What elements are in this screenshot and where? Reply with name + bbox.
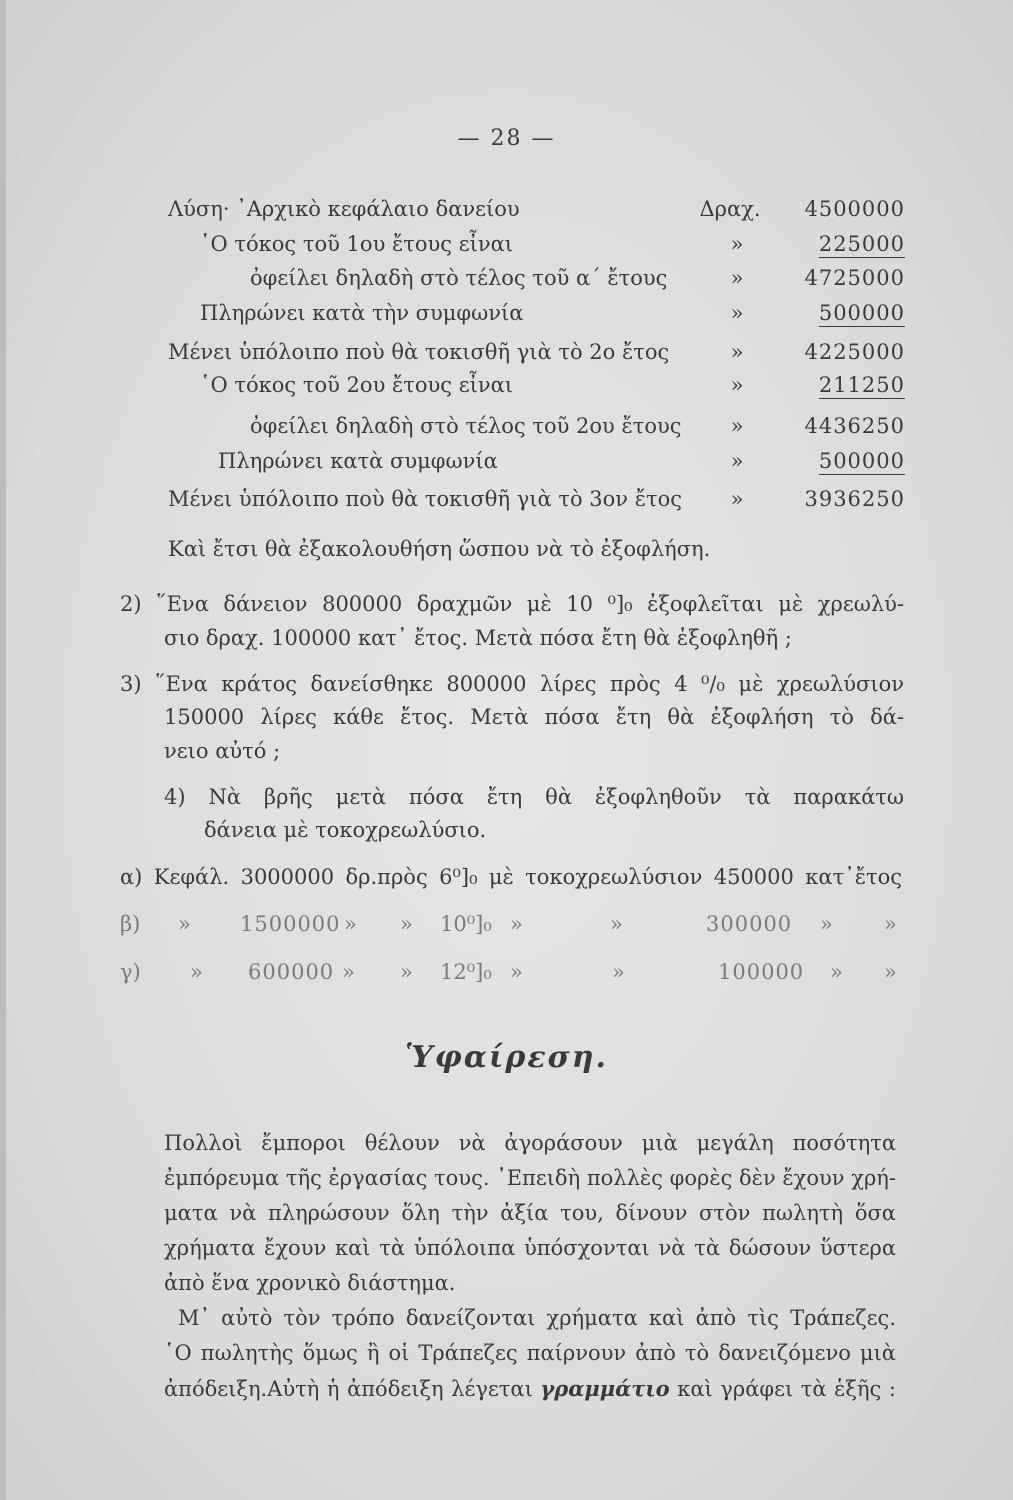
problem-3-line-2: 150000 λίρες κάθε ἔτος. Μετὰ πόσα ἔτη θὰ ἐξοφλήση τὸ δά- — [164, 705, 904, 729]
loan-rate: 12⁰]₀ — [440, 960, 492, 984]
loan-a: α) Κεφάλ. 3000000 δρ.πρὸς 6⁰]₀ μὲ τοκοχρεωλύσιον 450000 κατ᾽ἔτος — [120, 865, 902, 889]
solution-row — [0, 232, 1013, 266]
loan-b — [0, 912, 1013, 946]
paragraph-line: Πολλοὶ ἔμποροι θέλουν νὰ ἀγοράσουν μιὰ μεγάλη ποσότητα — [164, 1131, 896, 1155]
ditto-mark: » — [344, 912, 357, 936]
ditto-mark: » — [400, 912, 413, 936]
row-amount: 225000 — [818, 232, 905, 256]
solution-row — [0, 487, 1013, 521]
row-label: Μένει ὑπόλοιπο ποὺ θὰ τοκισθῆ γιὰ τὸ 3ον ἔτος — [168, 487, 683, 511]
row-marker: Δραχ. — [699, 197, 761, 221]
solution-row — [0, 266, 1013, 300]
loan-capital: 1500000 — [240, 912, 341, 936]
section-heading: Ὑφαίρεση. — [405, 1040, 608, 1075]
ditto-mark: » — [884, 960, 897, 984]
loan-annuity: 100000 — [718, 960, 805, 984]
row-marker: » — [730, 414, 744, 438]
row-marker: » — [730, 487, 744, 511]
loan-rate: 10⁰]₀ — [440, 912, 492, 936]
row-amount: 500000 — [818, 449, 905, 473]
row-amount: 4500000 — [804, 197, 905, 221]
problem-3-line-3: νειο αὐτό ; — [164, 739, 281, 763]
paragraph-line: χρήματα ἔχουν καὶ τὰ ὑπόλοιπα ὑπόσχονται νὰ τὰ δώσουν ὕστερα — [164, 1236, 896, 1260]
ditto-mark: » — [342, 960, 355, 984]
row-amount: 211250 — [818, 373, 905, 397]
ditto-mark: » — [400, 960, 413, 984]
page-number: — 28 — — [457, 126, 556, 151]
loan-label: β) — [120, 912, 141, 936]
solution-row — [0, 340, 1013, 374]
paragraph-line: ῾Ο πωλητὴς ὅμως ἢ οἱ Τράπεζες παίρνουν ἀπὸ τὸ δανειζόμενο μιὰ — [164, 1341, 896, 1365]
problem-2-line-1: 2) ῞Ενα δάνειον 800000 δραχμῶν μὲ 10 ⁰]₀ ἐξοφλεῖται μὲ χρεωλύ- — [120, 592, 904, 616]
ditto-mark: » — [510, 960, 523, 984]
emphasized-term: γραμμάτιο — [540, 1376, 670, 1401]
row-amount: 3936250 — [804, 487, 905, 511]
ditto-mark: » — [610, 912, 623, 936]
ditto-mark: » — [190, 960, 203, 984]
body-paragraph-2 — [164, 1301, 896, 1407]
problem-4-line-2: δάνεια μὲ τοκοχρεωλύσιο. — [204, 818, 487, 842]
row-label: Πληρώνει κατὰ τὴν συμφωνία — [200, 301, 524, 325]
row-marker: » — [730, 373, 744, 397]
row-amount: 4225000 — [804, 340, 905, 364]
problem-2-line-2: σιο δραχ. 100000 κατ᾽ ἔτος. Μετὰ πόσα ἔτη θὰ ἐξοφληθῆ ; — [164, 626, 792, 650]
paragraph-line: ματα νὰ πληρώσουν ὅλη τὴν ἀξία του, δίνουν στὸν πωλητὴ ὅσα — [164, 1201, 896, 1225]
problem-4-line-1: 4) Νὰ βρῆς μετὰ πόσα ἔτη θὰ ἐξοφληθοῦν τὰ παρακάτω — [164, 785, 904, 809]
row-label: Λύση· ᾽Αρχικὸ κεφάλαιο δανείου — [168, 197, 520, 221]
paragraph-text: καὶ γράφει τὰ ἑξῆς : — [677, 1377, 896, 1401]
row-marker: » — [730, 301, 744, 325]
paragraph-line: ἀπὸ ἕνα χρονικὸ διάστημα. — [164, 1271, 456, 1295]
row-marker: » — [730, 232, 744, 256]
solution-row — [0, 197, 1013, 231]
ditto-mark: » — [884, 912, 897, 936]
paragraph-line: Μ᾽ αὐτὸ τὸν τρόπο δανείζονται χρήματα καὶ ἀπὸ τὶς Τράπεζες. — [178, 1306, 896, 1330]
problem-3-line-1: 3) ῞Ενα κράτος δανείσθηκε 800000 λίρες πρὸς 4 ⁰/₀ μὲ χρεωλύσιον — [120, 672, 904, 696]
solution-row — [0, 414, 1013, 448]
row-marker: » — [730, 449, 744, 473]
loan-g — [0, 960, 1013, 994]
row-label: ῾Ο τόκος τοῦ 2ου ἔτους εἶναι — [200, 373, 514, 397]
loan-annuity: 300000 — [706, 912, 793, 936]
paragraph-text: ἀπόδειξη.Αὐτὴ ἡ ἀπόδειξη λέγεται — [164, 1377, 533, 1401]
row-label: Μένει ὑπόλοιπο ποὺ θὰ τοκισθῆ γιὰ τὸ 2ο ἔτος — [168, 340, 670, 364]
paragraph-line: ἐμπόρευμα τῆς ἐργασίας τους. ᾽Επειδὴ πολλὲς φορὲς δὲν ἔχουν χρή- — [164, 1166, 896, 1190]
ditto-mark: » — [612, 960, 625, 984]
ditto-mark: » — [178, 912, 191, 936]
row-marker: » — [730, 266, 744, 290]
loan-capital: 600000 — [248, 960, 335, 984]
row-label: ῾Ο τόκος τοῦ 1ου ἔτους εἶναι — [200, 232, 514, 256]
row-label: ὀφείλει δηλαδὴ στὸ τέλος τοῦ 2ου ἔτους — [250, 414, 682, 438]
body-paragraph-1 — [164, 1126, 896, 1301]
solution-row — [0, 449, 1013, 483]
ditto-mark: » — [820, 912, 833, 936]
row-amount: 4436250 — [804, 414, 905, 438]
loan-label: γ) — [120, 960, 141, 984]
row-amount: 4725000 — [804, 266, 905, 290]
solution-row — [0, 301, 1013, 335]
solution-conclusion: Καὶ ἔτσι θὰ ἐξακολουθήση ὥσπου νὰ τὸ ἐξοφλήση. — [168, 537, 711, 561]
row-amount: 500000 — [818, 301, 905, 325]
row-label: ὀφείλει δηλαδὴ στὸ τέλος τοῦ α΄ ἔτους — [250, 266, 668, 290]
ditto-mark: » — [510, 912, 523, 936]
row-label: Πληρώνει κατὰ συμφωνία — [218, 449, 498, 473]
solution-row — [0, 373, 1013, 407]
ditto-mark: » — [830, 960, 843, 984]
row-marker: » — [730, 340, 744, 364]
paragraph-line — [164, 1371, 896, 1407]
